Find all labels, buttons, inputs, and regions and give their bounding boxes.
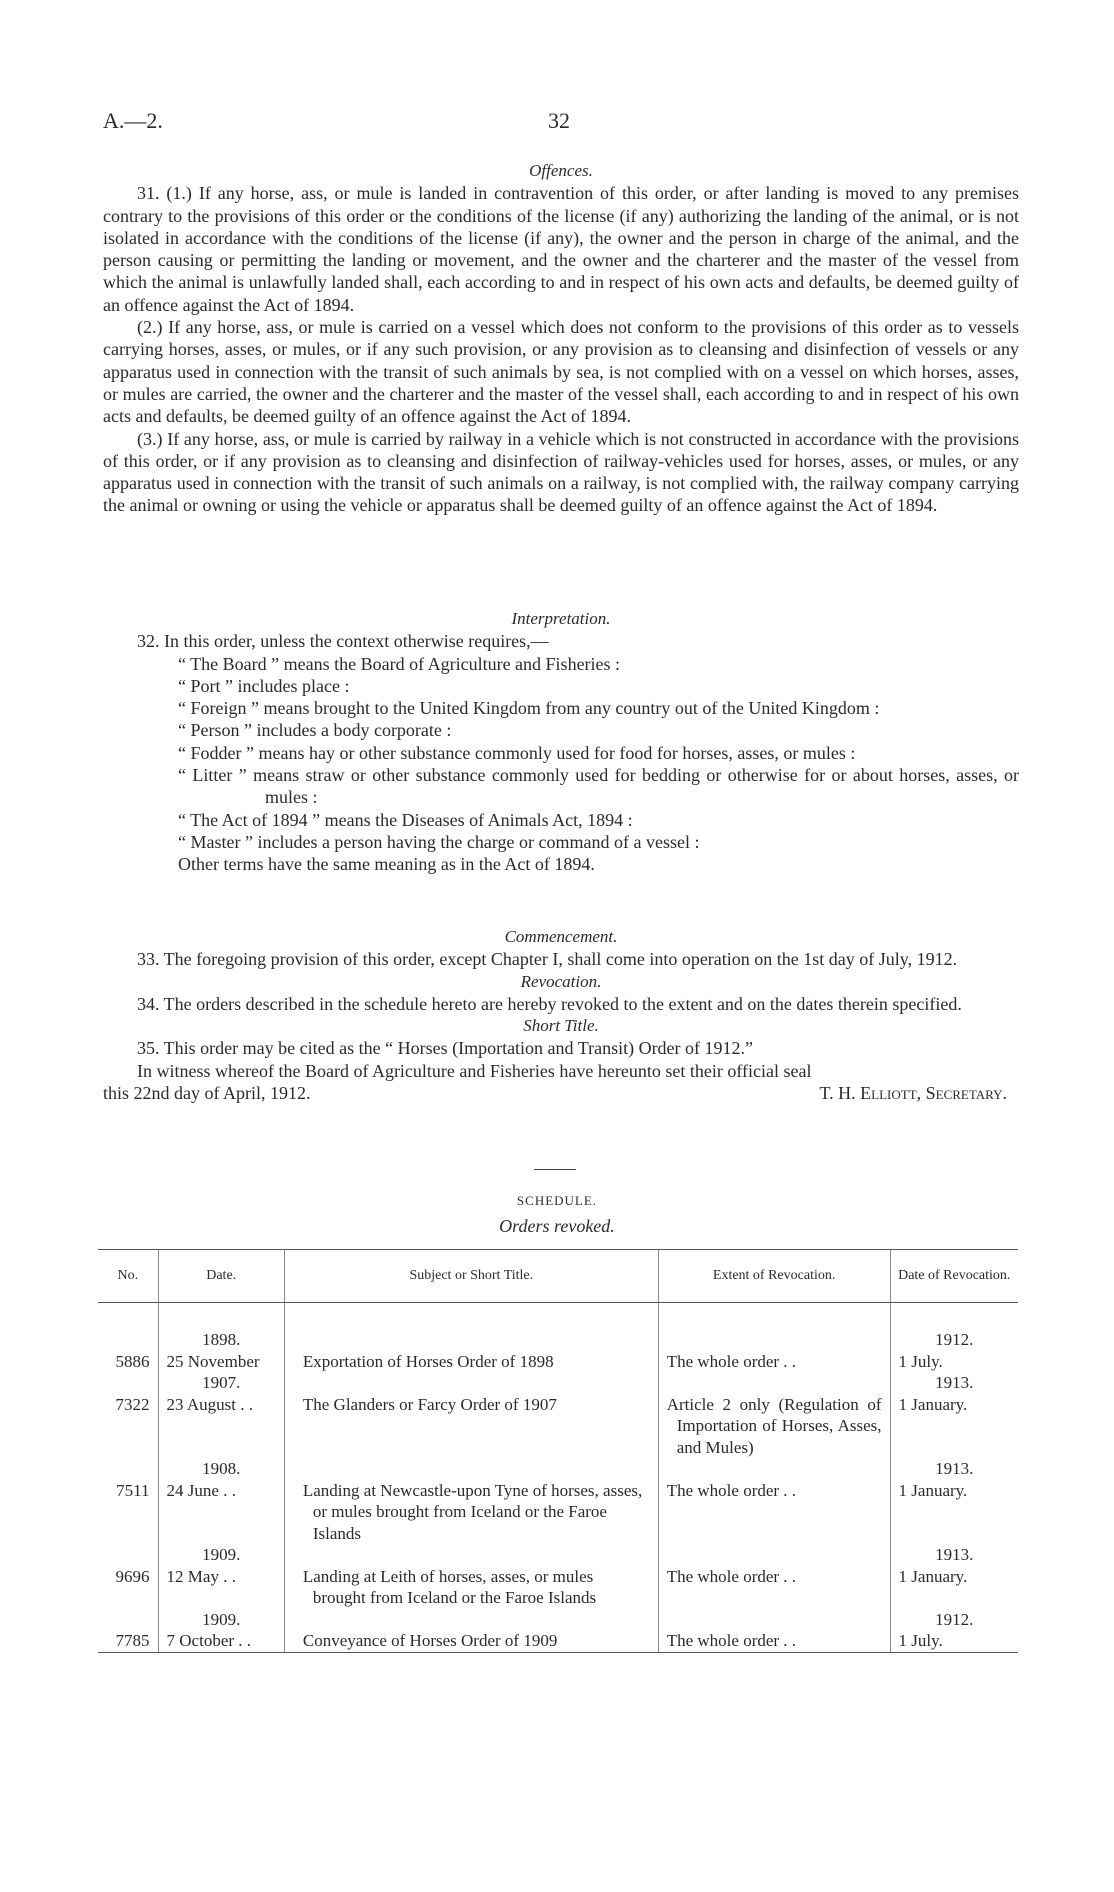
order-extent: The whole order . . [666,1351,797,1371]
order-year: 1898. [202,1330,241,1349]
page-number: 32 [548,108,570,133]
paragraph-34: 34. The orders described in the schedule hereto are hereby revoked to the extent and on the dates therein specified. [137,993,962,1014]
order-extent: Article 2 only (Regulation of Importation of Horses, Asses, and Mules) [666,1394,882,1457]
offences-section [103,160,1019,517]
order-year: 1908. [202,1459,241,1478]
witness-date: this 22nd day of April, 1912. [103,1083,311,1104]
witness-clause: In witness whereof the Board of Agriculture and Fisheries have hereunto set their official seal [137,1060,812,1081]
order-subject: Landing at Newcastle-upon Tyne of horses, asses, or mules brought from Iceland or the Faroe Islands [302,1480,643,1543]
definition-item: Other terms have the same meaning as in the Act of 1894. [178,854,595,875]
table-row [98,1372,1018,1458]
definition-item: “ Person ” includes a body corporate : [178,720,452,741]
order-extent: The whole order . . [666,1566,797,1586]
revocation-date: 1 January. [898,1566,968,1586]
definition-item: “ Foreign ” means brought to the United Kingdom from any country out of the United Kingdom : [178,698,880,719]
signatory: T. H. Elliott, Secretary. [819,1083,1007,1104]
col-header-no: No. [98,1250,158,1303]
order-subject: Conveyance of Horses Order of 1909 [302,1631,558,1650]
interpretation-section [103,608,1019,876]
col-header-date-of-revocation: Date of Revocation. [890,1250,1018,1303]
table-row [98,1458,1018,1544]
short-title-heading: Short Title. [523,1016,599,1036]
revocation-year: 1912. [935,1330,974,1349]
order-number: 5886 [115,1351,150,1371]
definition-item: “ Port ” includes place : [178,675,350,696]
definition-item: “ Master ” includes a person having the charge or command of a vessel : [178,831,700,852]
schedule-table [98,1249,1018,1653]
paragraph-31-3: (3.) If any horse, ass, or mule is carried by railway in a vehicle which is not constructed in accordance with the provisions of this order, or if any provision as to cleansing and disinfection of railway-vehicles used for horses, asses, or mules, or any apparatus used in connection with the transit of such animals on a railway, is not complied with, the railway company carrying the animal or owning or using the vehicle or apparatus shall be deemed guilty of an offence against the Act of 1894. [103,428,1019,516]
revocation-date: 1 July. [898,1351,943,1371]
schedule-title: SCHEDULE. [516,1193,598,1208]
order-year: 1909. [202,1545,241,1564]
order-number: 9696 [115,1566,150,1586]
order-subject: Exportation of Horses Order of 1898 [302,1351,554,1371]
order-subject: Landing at Leith of horses, asses, or mules brought from Iceland or the Faroe Islands [302,1566,597,1607]
definition-item: “ The Board ” means the Board of Agriculture and Fisheries : [178,653,621,674]
order-extent: The whole order . . [666,1631,797,1650]
divider-rule [534,1169,576,1170]
schedule-subtitle: Orders revoked. [499,1216,615,1236]
series-code: A.—2. [103,108,163,133]
paragraph-33: 33. The foregoing provision of this order, except Chapter I, shall come into operation on the 1st day of July, 1912. [137,949,958,970]
revocation-date: 1 January. [898,1394,968,1414]
revocation-date: 1 July. [898,1631,943,1650]
order-number: 7785 [115,1631,150,1650]
paragraph-31-1: 31. (1.) If any horse, ass, or mule is landed in contravention of this order, or after landing is moved to any premises contrary to the provisions of this order or the conditions of the license (if any) authorizing the landing of the animal, or is not isolated in accordance with the conditions of the license (if any), the owner and the person in charge of the animal, and the person causing or permitting the landing or movement, and the owner and the charterer and the master of the vessel from which the animal is unlawfully landed shall, each according to and in respect of his own acts and defaults, be deemed guilty of an offence against the Act of 1894. [103,183,1019,315]
order-year: 1907. [202,1373,241,1392]
table-header-row [98,1250,1018,1303]
order-number: 7322 [115,1394,150,1414]
order-date: 23 August . . [166,1394,253,1414]
revocation-date: 1 January. [898,1480,968,1500]
closing-sections [103,926,1019,1104]
order-date: 24 June . . [166,1480,236,1500]
order-year: 1909. [202,1609,241,1629]
commencement-heading: Commencement. [504,927,618,946]
definition-item: “ Fodder ” means hay or other substance commonly used for food for horses, asses, or mules : [178,742,856,763]
order-date: 12 May . . [166,1566,236,1586]
table-row [98,1544,1018,1609]
revocation-year: 1913. [935,1373,974,1392]
definition-item: “ The Act of 1894 ” means the Diseases of Animals Act, 1894 : [178,809,633,830]
definition-item: “ Litter ” means straw or other substance commonly used for bedding or otherwise for or about horses, asses, or mules : [178,765,1019,808]
order-subject: The Glanders or Farcy Order of 1907 [302,1394,557,1414]
table-row [98,1609,1018,1653]
col-header-date: Date. [158,1250,284,1303]
revocation-year: 1913. [935,1545,974,1564]
order-number: 7511 [116,1480,150,1500]
revocation-year: 1912. [935,1609,974,1629]
witness-date-line [103,1082,1019,1104]
paragraph-31-2: (2.) If any horse, ass, or mule is carried on a vessel which does not conform to the provisions of this order as to vessels carrying horses, asses, or mules, or if any such provision, or any provision as to cleansing and disinfection of vessels or any apparatus used in connection with the transit of such animals by sea, is not complied with on a vessel on which horses, asses, or mules are carried, the owner and the charterer and the master of the vessel shall, each according to and in respect of his own acts and defaults, be deemed guilty of an offence against the Act of 1894. [103,317,1019,427]
offences-heading: Offences. [529,161,593,180]
interpretation-intro: 32. In this order, unless the context otherwise requires,— [137,631,549,652]
revocation-heading: Revocation. [520,971,602,991]
col-header-subject: Subject or Short Title. [284,1250,658,1303]
definitions-list [178,653,1019,876]
paragraph-35: 35. This order may be cited as the “ Horses (Importation and Transit) Order of 1912.” [137,1038,754,1059]
interpretation-heading: Interpretation. [511,609,611,628]
order-extent: The whole order . . [666,1480,797,1500]
revocation-year: 1913. [935,1459,974,1478]
order-date: 25 November [166,1351,260,1371]
col-header-extent: Extent of Revocation. [658,1250,890,1303]
table-row [98,1329,1018,1372]
order-date: 7 October . . [166,1631,252,1650]
